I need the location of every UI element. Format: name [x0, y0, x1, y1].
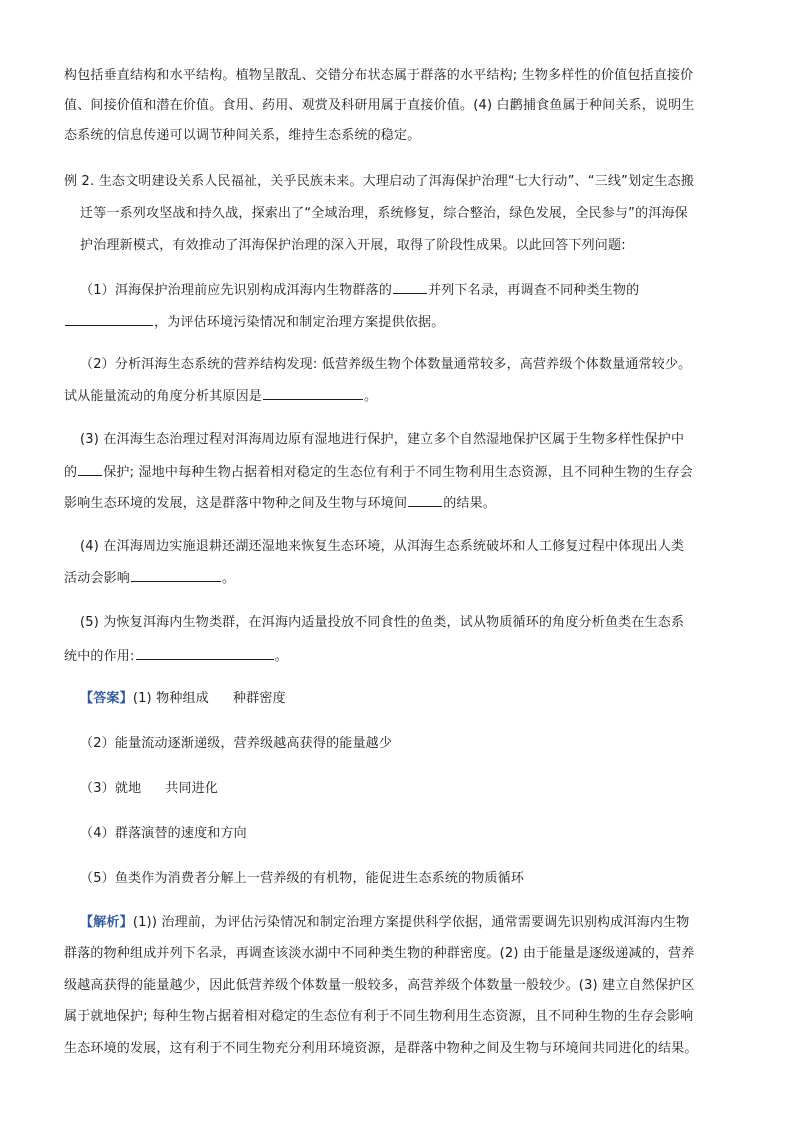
question-2-line-2 [64, 387, 377, 406]
question-1-text-a: （1）洱海保护治理前应先识别构成洱海内生物群落的 [80, 283, 393, 298]
question-3-text-c: 保护; 湿地中每种生物占据着相对稳定的生态位有利于不同生物利用生态资源，且不同种生物的生存会 [103, 465, 693, 480]
question-1-text-c: ，为评估环境污染情况和制定治理方案提供依据。 [154, 315, 445, 330]
answer-tag: 【答案】 [80, 691, 133, 706]
answer-blank [393, 281, 427, 294]
question-4-text-b: 活动会影响 [64, 571, 131, 586]
analysis-line-1 [80, 914, 689, 932]
question-3-line-1: (3) 在洱海生态治理过程对洱海周边原有湿地进行保护，建立多个自然湿地保护区属于生物多样性保护中 [80, 432, 685, 447]
intro-line-1: 构包括垂直结构和水平结构。植物呈散乱、交错分布状态属于群落的水平结构; 生物多样性的价值包括直接价 [64, 68, 694, 83]
analysis-line-2: 群落的物种组成并列下名录，再调查该淡水湖中不同种类生物的种群密度。(2) 由于能量是逐级递减的，营养 [64, 946, 695, 961]
question-1-line-2 [64, 313, 444, 332]
question-3-line-3 [64, 494, 496, 513]
example-line-2: 迁等一系列攻坚战和持久战，探索出了“全域治理，系统修复，综合整治，绿色发展，全民参与”的洱海保 [80, 206, 688, 221]
question-4-line-1: (4) 在洱海周边实施退耕还湖还湿地来恢复生态环境，从洱海生态系统破坏和人工修复过程中体现出人类 [80, 539, 685, 554]
question-5-line-2 [64, 647, 288, 666]
answer-3b: 共同进化 [165, 781, 219, 796]
example-line-1 [64, 173, 694, 191]
question-3-text-d: 影响生态环境的发展，这是群落中物种之间及生物与环境间 [64, 496, 408, 511]
analysis-line-3: 级越高获得的能量越少，因此低营养级个体数量一般较多，高营养级个体数量一般较少。(3) 建立自然保护区 [64, 978, 695, 993]
answer-blank [65, 313, 153, 326]
intro-line-3: 态系统的信息传递可以调节种间关系，维持生态系统的稳定。 [64, 128, 421, 143]
answer-blank [78, 463, 102, 476]
example-label: 例 2. [64, 174, 95, 189]
answer-line-5: （5）鱼类作为消费者分解上一营养级的有机物，能促进生态系统的物质循环 [80, 871, 525, 886]
analysis-line-4: 属于就地保护; 每种生物占据着相对稳定的生态位有利于不同生物利用生态资源，且不同种生物的生存会影响 [64, 1009, 694, 1024]
answer-blank [136, 647, 274, 660]
question-5-text-c: 。 [274, 649, 288, 664]
question-3-text-e: 的结果。 [443, 496, 497, 511]
answer-line-4: （4）群落演替的速度和方向 [80, 826, 247, 841]
answer-3a: （3）就地 [80, 781, 142, 796]
question-2-text-b: 试从能量流动的角度分析其原因是 [64, 389, 263, 404]
example-line-3: 护治理新模式，有效推动了洱海保护治理的深入开展，取得了阶段性成果。以此回答下列问题: [80, 238, 626, 253]
analysis-text-1: (1)) 治理前，为评估污染情况和制定治理方案提供科学依据，通常需要调先识别构成洱海内生物 [132, 915, 690, 930]
question-1-line-1 [80, 281, 639, 300]
answer-1b: 种群密度 [232, 691, 286, 706]
intro-line-2: 值、间接价值和潜在价值。食用、药用、观赏及科研用属于直接价值。(4) 白鹳捕食鱼属于种间关系，说明生 [64, 98, 695, 113]
answer-blank [263, 387, 363, 400]
question-2-text-c: 。 [364, 389, 378, 404]
question-5-text-b: 统中的作用: [64, 649, 135, 664]
answer-1a: (1) 物种组成 [132, 691, 209, 706]
question-5-line-1: (5) 为恢复洱海内生物类群，在洱海内适量投放不同食性的鱼类，试从物质循环的角度分析鱼类在生态系 [80, 615, 685, 630]
question-1-text-b: 并列下名录，再调查不同种类生物的 [428, 283, 640, 298]
answer-line-3 [80, 780, 218, 798]
answer-line-1 [80, 690, 286, 708]
question-2-line-1: （2）分析洱海生态系统的营养结构发现: 低营养级生物个体数量通常较多，高营养级个体数量通常较少。 [80, 357, 692, 372]
analysis-tag: 【解析】 [80, 915, 133, 930]
answer-blank [131, 569, 221, 582]
analysis-line-5: 生态环境的发展，这有利于不同生物充分利用环境资源，是群落中物种之间及生物与环境间共同进化的结果。 [64, 1041, 698, 1056]
question-4-text-c: 。 [222, 571, 236, 586]
example-text: 生态文明建设关系人民福祉，关乎民族未来。大理启动了洱海保护治理“七大行动”、“三线”划定生态搬 [98, 174, 695, 189]
question-3-text-b: 的 [64, 465, 78, 480]
question-3-line-2 [64, 463, 693, 482]
answer-blank [408, 494, 442, 507]
answer-line-2: （2）能量流动逐渐递级，营养级越高获得的能量越少 [80, 736, 393, 751]
question-4-line-2 [64, 569, 235, 588]
